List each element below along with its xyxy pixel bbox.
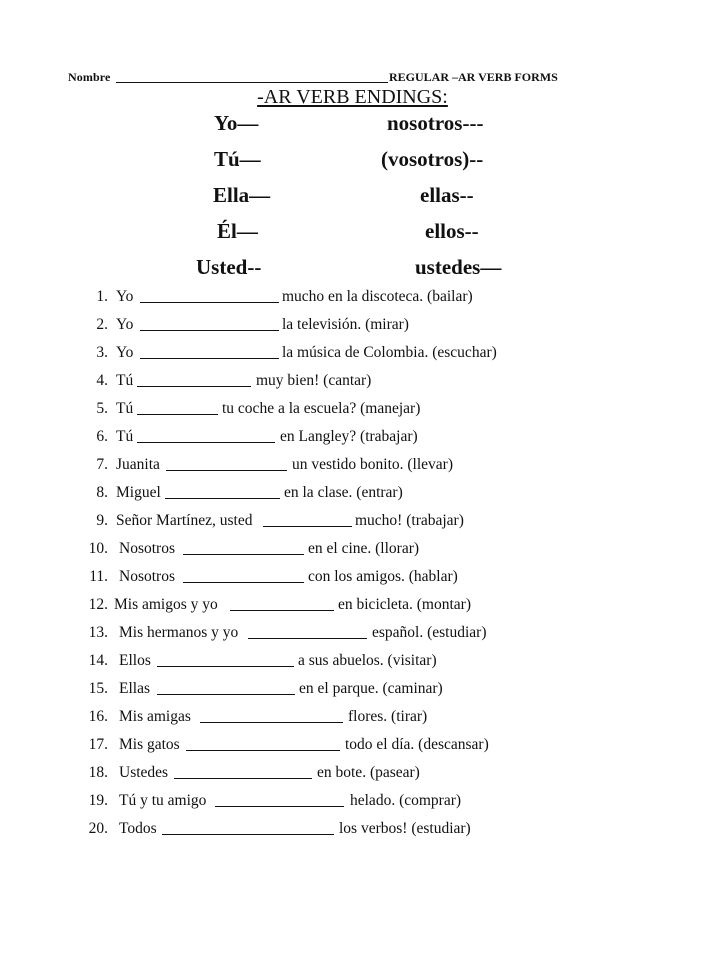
name-blank-line[interactable] bbox=[116, 82, 388, 83]
pronoun-ella: Ella— bbox=[213, 183, 271, 207]
exercise-prompt: la televisión. (mirar) bbox=[282, 316, 409, 333]
exercise-number: 10. bbox=[88, 540, 108, 557]
answer-blank[interactable] bbox=[157, 694, 295, 695]
exercise-subject: Yo bbox=[116, 316, 134, 333]
pronoun-nosotros: nosotros--- bbox=[387, 111, 484, 135]
exercise-subject: Mis amigos y yo bbox=[114, 596, 218, 613]
exercise-prompt: en el cine. (llorar) bbox=[308, 540, 420, 557]
pronoun-yo: Yo— bbox=[214, 111, 259, 135]
exercise-subject: Ellas bbox=[119, 680, 150, 697]
exercise-number: 4. bbox=[96, 372, 108, 389]
pronoun-ellas: ellas-- bbox=[420, 183, 474, 207]
exercise-subject: Mis gatos bbox=[119, 736, 180, 753]
answer-blank[interactable] bbox=[183, 582, 304, 583]
exercise-subject: Yo bbox=[116, 344, 134, 361]
exercise-prompt: un vestido bonito. (llevar) bbox=[292, 456, 453, 473]
answer-blank[interactable] bbox=[162, 834, 334, 835]
exercise-number: 7. bbox=[96, 456, 108, 473]
exercise-number: 15. bbox=[88, 680, 108, 697]
exercise-prompt: en bicicleta. (montar) bbox=[338, 596, 471, 613]
exercise-number: 1. bbox=[96, 288, 108, 305]
exercise-prompt: muy bien! (cantar) bbox=[256, 372, 372, 389]
answer-blank[interactable] bbox=[157, 666, 294, 667]
exercise-subject: Ellos bbox=[119, 652, 151, 669]
section-title-text: -AR VERB ENDINGS: bbox=[257, 86, 448, 108]
pronoun-ustedes: ustedes— bbox=[415, 255, 502, 279]
name-label: Nombre bbox=[68, 70, 111, 84]
answer-blank[interactable] bbox=[215, 806, 344, 807]
exercise-subject: Tú bbox=[116, 372, 134, 389]
exercise-prompt: en bote. (pasear) bbox=[317, 764, 420, 781]
exercise-subject: Yo bbox=[116, 288, 134, 305]
pronoun-el: Él— bbox=[217, 219, 258, 243]
exercise-prompt: mucho en la discoteca. (bailar) bbox=[282, 288, 473, 305]
exercise-prompt: tu coche a la escuela? (manejar) bbox=[222, 400, 421, 417]
exercise-prompt: flores. (tirar) bbox=[348, 708, 428, 725]
section-title bbox=[0, 86, 705, 109]
exercise-number: 13. bbox=[88, 624, 108, 641]
answer-blank[interactable] bbox=[140, 330, 279, 331]
exercise-prompt: todo el día. (descansar) bbox=[345, 736, 489, 753]
answer-blank[interactable] bbox=[186, 750, 340, 751]
exercise-prompt: en Langley? (trabajar) bbox=[280, 428, 418, 445]
exercise-subject: Mis hermanos y yo bbox=[119, 624, 239, 641]
exercise-number: 19. bbox=[88, 792, 108, 809]
answer-blank[interactable] bbox=[137, 386, 251, 387]
answer-blank[interactable] bbox=[183, 554, 304, 555]
exercise-subject: Tú bbox=[116, 428, 134, 445]
answer-blank[interactable] bbox=[230, 610, 334, 611]
exercise-prompt: a sus abuelos. (visitar) bbox=[298, 652, 437, 669]
answer-blank[interactable] bbox=[140, 302, 279, 303]
exercise-number: 5. bbox=[96, 400, 108, 417]
exercise-subject: Miguel bbox=[116, 484, 161, 501]
exercise-subject: Ustedes bbox=[119, 764, 169, 781]
exercise-number: 9. bbox=[96, 512, 108, 529]
exercise-subject: Todos bbox=[119, 820, 157, 837]
answer-blank[interactable] bbox=[140, 358, 279, 359]
pronoun-tu: Tú— bbox=[214, 147, 261, 171]
answer-blank[interactable] bbox=[166, 470, 287, 471]
answer-blank[interactable] bbox=[200, 722, 343, 723]
exercise-prompt: español. (estudiar) bbox=[372, 624, 487, 641]
exercise-number: 17. bbox=[88, 736, 108, 753]
answer-blank[interactable] bbox=[174, 778, 312, 779]
exercise-subject: Tú bbox=[116, 400, 134, 417]
pronoun-ellos: ellos-- bbox=[425, 219, 479, 243]
exercise-number: 6. bbox=[96, 428, 108, 445]
exercise-number: 14. bbox=[88, 652, 108, 669]
exercise-prompt: mucho! (trabajar) bbox=[355, 512, 464, 529]
answer-blank[interactable] bbox=[263, 526, 352, 527]
pronoun-usted: Usted-- bbox=[196, 255, 262, 279]
answer-blank[interactable] bbox=[248, 638, 367, 639]
exercise-number: 20. bbox=[88, 820, 108, 837]
exercise-number: 11. bbox=[89, 568, 108, 585]
exercise-number: 18. bbox=[88, 764, 108, 781]
exercise-prompt: los verbos! (estudiar) bbox=[339, 820, 471, 837]
exercise-subject: Nosotros bbox=[119, 540, 175, 557]
exercise-number: 16. bbox=[88, 708, 108, 725]
exercise-prompt: helado. (comprar) bbox=[350, 792, 462, 809]
exercise-prompt: en la clase. (entrar) bbox=[284, 484, 403, 501]
exercise-subject: Juanita bbox=[116, 456, 160, 473]
exercise-number: 3. bbox=[96, 344, 108, 361]
answer-blank[interactable] bbox=[137, 442, 275, 443]
exercise-prompt: la música de Colombia. (escuchar) bbox=[282, 344, 497, 361]
answer-blank[interactable] bbox=[137, 414, 218, 415]
exercise-subject: Señor Martínez, usted bbox=[116, 512, 253, 529]
worksheet-title: REGULAR –AR VERB FORMS bbox=[389, 70, 558, 84]
exercise-subject: Mis amigas bbox=[119, 708, 191, 725]
answer-blank[interactable] bbox=[165, 498, 280, 499]
exercise-prompt: con los amigos. (hablar) bbox=[308, 568, 458, 585]
exercise-number: 12. bbox=[88, 596, 108, 613]
exercise-subject: Tú y tu amigo bbox=[119, 792, 207, 809]
pronoun-vosotros: (vosotros)-- bbox=[381, 147, 484, 171]
exercise-subject: Nosotros bbox=[119, 568, 175, 585]
exercise-prompt: en el parque. (caminar) bbox=[299, 680, 443, 697]
exercise-number: 2. bbox=[96, 316, 108, 333]
exercise-number: 8. bbox=[96, 484, 108, 501]
